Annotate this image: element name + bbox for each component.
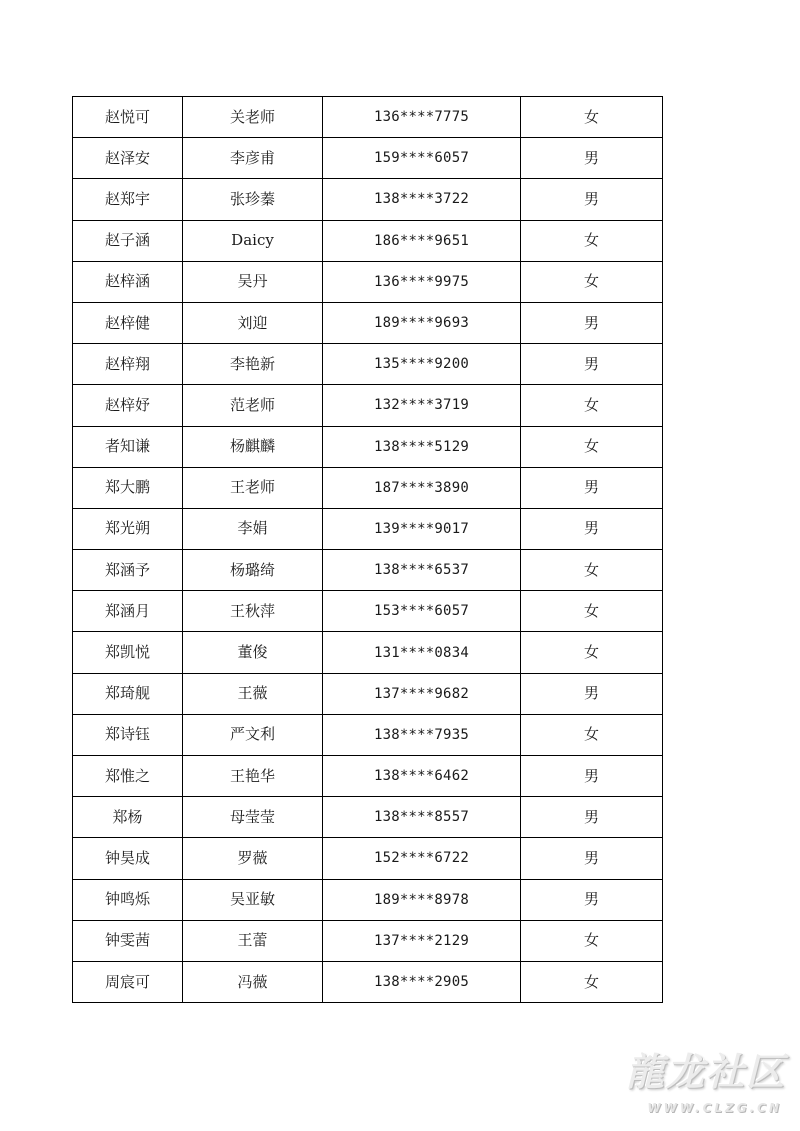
student-name-cell: 赵梓翔: [73, 344, 183, 385]
phone-cell: 138****3722: [323, 179, 521, 220]
student-name-cell: 赵子涵: [73, 220, 183, 261]
student-name-cell: 者知谦: [73, 426, 183, 467]
student-name-cell: 赵郑宇: [73, 179, 183, 220]
gender-cell: 女: [521, 632, 663, 673]
teacher-name-cell: 王蕾: [183, 920, 323, 961]
teacher-name-cell: 李艳新: [183, 344, 323, 385]
teacher-name-cell: 李彦甫: [183, 138, 323, 179]
gender-cell: 女: [521, 961, 663, 1002]
table-row: [73, 508, 663, 549]
table-row: [73, 632, 663, 673]
gender-cell: 女: [521, 261, 663, 302]
gender-cell: 男: [521, 879, 663, 920]
gender-cell: 男: [521, 179, 663, 220]
table-row: [73, 714, 663, 755]
student-name-cell: 赵梓妤: [73, 385, 183, 426]
gender-cell: 女: [521, 550, 663, 591]
student-name-cell: 郑光朔: [73, 508, 183, 549]
phone-cell: 159****6057: [323, 138, 521, 179]
teacher-name-cell: 母莹莹: [183, 797, 323, 838]
gender-cell: 女: [521, 220, 663, 261]
phone-cell: 186****9651: [323, 220, 521, 261]
phone-cell: 138****6462: [323, 756, 521, 797]
table-row: [73, 261, 663, 302]
gender-cell: 男: [521, 756, 663, 797]
table-row: [73, 385, 663, 426]
phone-cell: 189****9693: [323, 302, 521, 343]
phone-cell: 138****8557: [323, 797, 521, 838]
table-row: [73, 467, 663, 508]
gender-cell: 女: [521, 714, 663, 755]
teacher-name-cell: 王老师: [183, 467, 323, 508]
phone-cell: 152****6722: [323, 838, 521, 879]
teacher-name-cell: 范老师: [183, 385, 323, 426]
gender-cell: 女: [521, 426, 663, 467]
gender-cell: 男: [521, 467, 663, 508]
phone-cell: 187****3890: [323, 467, 521, 508]
teacher-name-cell: 李娟: [183, 508, 323, 549]
table-row: [73, 302, 663, 343]
student-table: [72, 96, 663, 1003]
student-name-cell: 郑大鹏: [73, 467, 183, 508]
phone-cell: 132****3719: [323, 385, 521, 426]
teacher-name-cell: 罗薇: [183, 838, 323, 879]
phone-cell: 139****9017: [323, 508, 521, 549]
gender-cell: 男: [521, 797, 663, 838]
watermark-logo: [616, 1041, 786, 1117]
teacher-name-cell: Daicy: [183, 220, 323, 261]
student-name-cell: 郑凯悦: [73, 632, 183, 673]
table-row: [73, 961, 663, 1002]
phone-cell: 138****7935: [323, 714, 521, 755]
table-row: [73, 550, 663, 591]
table-row: [73, 97, 663, 138]
teacher-name-cell: 杨璐绮: [183, 550, 323, 591]
table-row: [73, 426, 663, 467]
phone-cell: 153****6057: [323, 591, 521, 632]
table-row: [73, 220, 663, 261]
gender-cell: 男: [521, 138, 663, 179]
watermark-title: 龍龙社区: [625, 1049, 786, 1094]
gender-cell: 男: [521, 344, 663, 385]
table-row: [73, 838, 663, 879]
gender-cell: 女: [521, 591, 663, 632]
teacher-name-cell: 王艳华: [183, 756, 323, 797]
gender-cell: 男: [521, 673, 663, 714]
student-name-cell: 钟雯茜: [73, 920, 183, 961]
student-name-cell: 周宸可: [73, 961, 183, 1002]
teacher-name-cell: 冯薇: [183, 961, 323, 1002]
student-name-cell: 赵梓健: [73, 302, 183, 343]
gender-cell: 男: [521, 508, 663, 549]
student-name-cell: 郑惟之: [73, 756, 183, 797]
table-row: [73, 138, 663, 179]
gender-cell: 女: [521, 97, 663, 138]
student-name-cell: 钟昊成: [73, 838, 183, 879]
phone-cell: 135****9200: [323, 344, 521, 385]
teacher-name-cell: 刘迎: [183, 302, 323, 343]
teacher-name-cell: 严文利: [183, 714, 323, 755]
phone-cell: 138****2905: [323, 961, 521, 1002]
student-name-cell: 郑杨: [73, 797, 183, 838]
table-row: [73, 591, 663, 632]
phone-cell: 138****6537: [323, 550, 521, 591]
student-name-cell: 赵梓涵: [73, 261, 183, 302]
teacher-name-cell: 王薇: [183, 673, 323, 714]
phone-cell: 137****9682: [323, 673, 521, 714]
watermark-url: WWW.CLZG.CN: [647, 1101, 782, 1115]
student-name-cell: 钟鸣烁: [73, 879, 183, 920]
teacher-name-cell: 吴丹: [183, 261, 323, 302]
table-row: [73, 344, 663, 385]
gender-cell: 男: [521, 302, 663, 343]
table-row: [73, 756, 663, 797]
gender-cell: 男: [521, 838, 663, 879]
student-name-cell: 郑涵月: [73, 591, 183, 632]
student-name-cell: 郑琦舰: [73, 673, 183, 714]
table-row: [73, 797, 663, 838]
table-body: [73, 97, 663, 1003]
teacher-name-cell: 董俊: [183, 632, 323, 673]
table-row: [73, 673, 663, 714]
phone-cell: 136****7775: [323, 97, 521, 138]
phone-cell: 138****5129: [323, 426, 521, 467]
teacher-name-cell: 杨麒麟: [183, 426, 323, 467]
gender-cell: 女: [521, 385, 663, 426]
teacher-name-cell: 张珍蓁: [183, 179, 323, 220]
table-row: [73, 879, 663, 920]
teacher-name-cell: 王秋萍: [183, 591, 323, 632]
student-name-cell: 郑涵予: [73, 550, 183, 591]
teacher-name-cell: 关老师: [183, 97, 323, 138]
phone-cell: 189****8978: [323, 879, 521, 920]
student-name-cell: 赵泽安: [73, 138, 183, 179]
teacher-name-cell: 吴亚敏: [183, 879, 323, 920]
table-row: [73, 179, 663, 220]
student-name-cell: 赵悦可: [73, 97, 183, 138]
gender-cell: 女: [521, 920, 663, 961]
phone-cell: 136****9975: [323, 261, 521, 302]
table-row: [73, 920, 663, 961]
phone-cell: 137****2129: [323, 920, 521, 961]
phone-cell: 131****0834: [323, 632, 521, 673]
student-name-cell: 郑诗钰: [73, 714, 183, 755]
